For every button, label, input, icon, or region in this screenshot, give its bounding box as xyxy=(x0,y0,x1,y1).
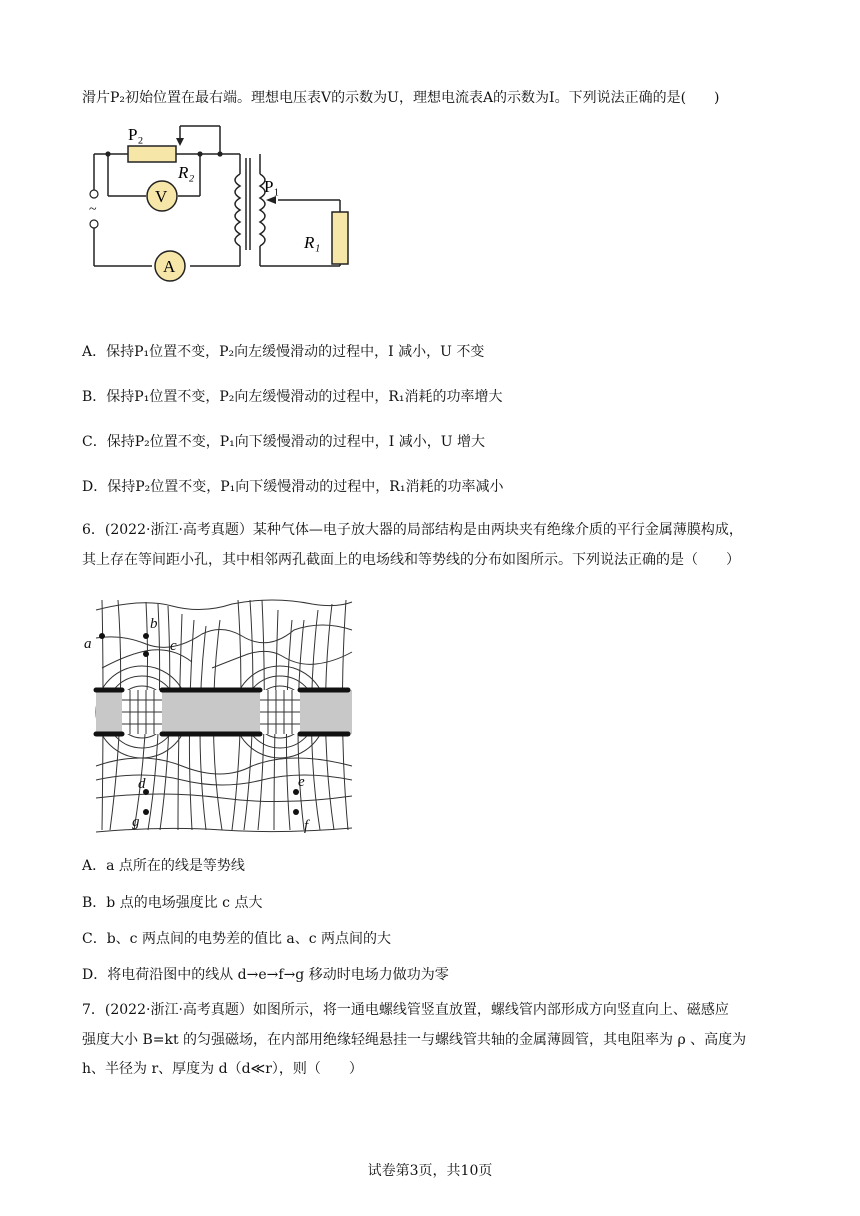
q6-option-c: C．b、c 两点间的电势差的值比 a、c 两点间的大 xyxy=(82,931,392,947)
point-e-label: e xyxy=(298,774,305,790)
q5-option-c: C．保持P₂位置不变，P₁向下缓慢滑动的过程中，I 减小，U 增大 xyxy=(82,434,486,450)
r1-label: R₁ xyxy=(304,233,321,252)
field-lines-figure xyxy=(82,590,362,840)
page-footer: 试卷第3页，共10页 xyxy=(367,1163,493,1179)
p2-label: P₂ xyxy=(128,125,144,144)
point-d-label: d xyxy=(138,776,146,792)
point-b-label: b xyxy=(150,616,158,632)
q7-stem-line3: h、半径为 r、厚度为 d（d≪r），则（ ） xyxy=(82,1061,363,1077)
p1-label: P₁ xyxy=(264,177,280,196)
q6-option-d: D．将电荷沿图中的线从 d→e→f→g 移动时电场力做功为零 xyxy=(82,967,449,983)
q5-stem: 滑片P₂初始位置在最右端。理想电压表V的示数为U，理想电流表A的示数为I。下列说法正确的是( ) xyxy=(82,90,720,106)
q7-stem-line1: 7．(2022·浙江·高考真题）如图所示，将一通电螺线管竖直放置，螺线管内部形成方向竖直向上、磁感应 xyxy=(82,1002,729,1018)
ac-symbol: ~ xyxy=(89,202,97,217)
q5-option-a: A．保持P₁位置不变，P₂向左缓慢滑动的过程中，I 减小，U 不变 xyxy=(82,344,485,360)
q5-option-d: D．保持P₂位置不变，P₁向下缓慢滑动的过程中，R₁消耗的功率减小 xyxy=(82,479,504,495)
r2-label: R₂ xyxy=(178,163,195,182)
point-f-label: f xyxy=(304,818,309,834)
q5-option-b: B．保持P₁位置不变，P₂向左缓慢滑动的过程中，R₁消耗的功率增大 xyxy=(82,389,503,405)
q6-option-b: B．b 点的电场强度比 c 点大 xyxy=(82,895,263,911)
point-c-label: c xyxy=(170,638,177,654)
q7-stem-line2: 强度大小 B=kt 的匀强磁场，在内部用绝缘轻绳悬挂一与螺线管共轴的金属薄圆管，其电阻率为 ρ 、高度为 xyxy=(82,1032,747,1048)
q6-option-a: A．a 点所在的线是等势线 xyxy=(82,858,245,874)
q6-stem-line1: 6．(2022·浙江·高考真题）某种气体—电子放大器的局部结构是由两块夹有绝缘介质的平行金属薄膜构成， xyxy=(82,522,743,538)
q6-stem-line2: 其上存在等间距小孔，其中相邻两孔截面上的电场线和等势线的分布如图所示。下列说法正确的是（ ） xyxy=(82,552,740,568)
point-g-label: g xyxy=(132,814,140,830)
ammeter-label: A xyxy=(163,257,176,276)
circuit-figure xyxy=(80,118,360,288)
voltmeter-label: V xyxy=(155,187,168,206)
point-a-label: a xyxy=(84,636,92,652)
